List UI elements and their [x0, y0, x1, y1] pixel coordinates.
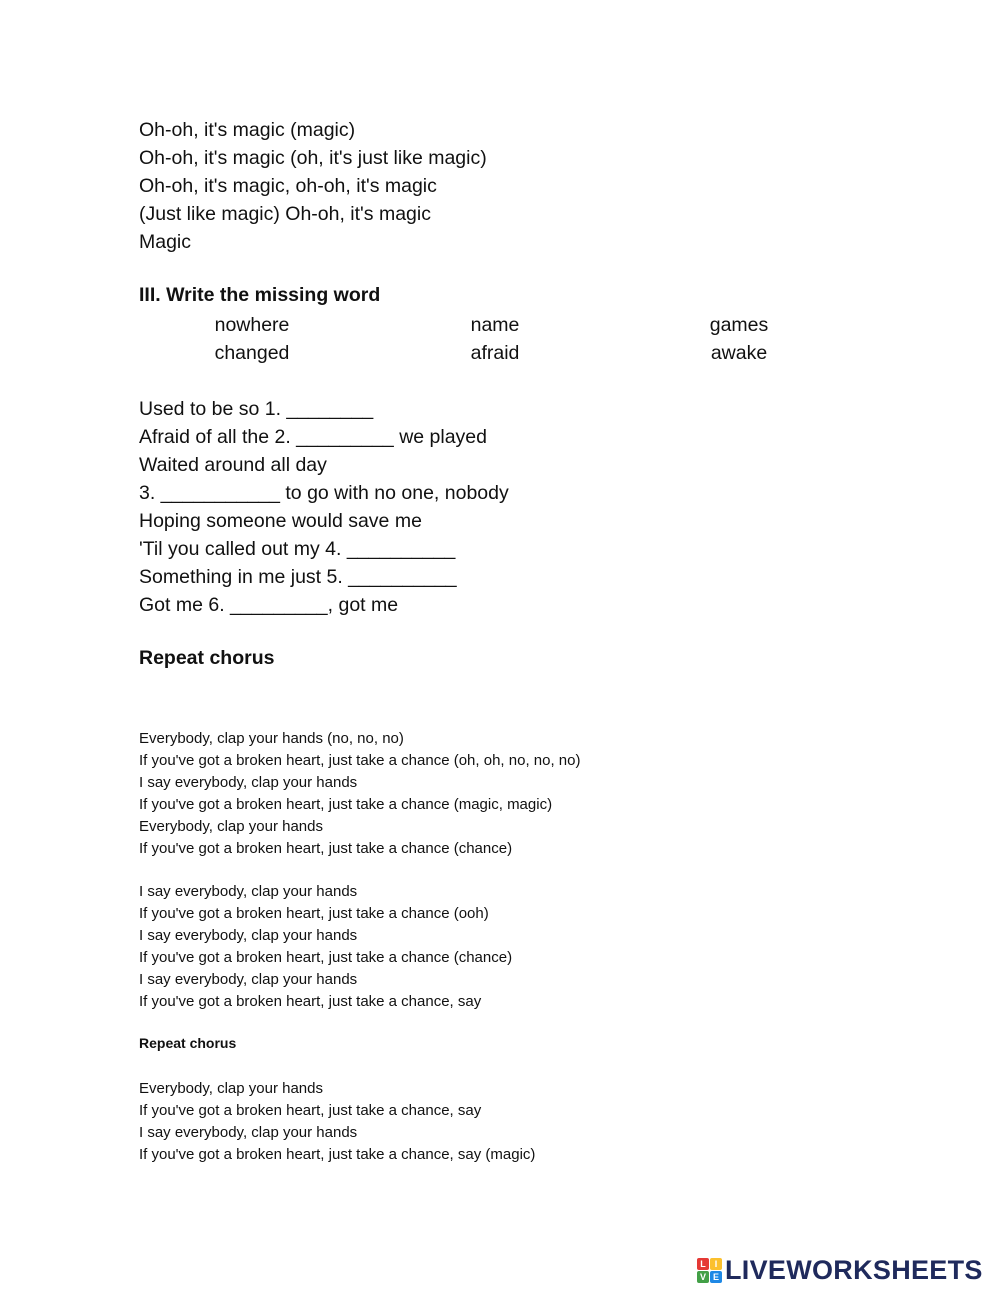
- verse-line: Hoping someone would save me: [139, 510, 422, 532]
- logo-square: V: [697, 1271, 709, 1283]
- lyric-line: Everybody, clap your hands (no, no, no): [139, 730, 404, 747]
- lyric-line: If you've got a broken heart, just take a chance (chance): [139, 949, 513, 966]
- section-heading: III. Write the missing word: [139, 284, 381, 306]
- liveworksheets-logo: [697, 1255, 983, 1285]
- lyric-line: I say everybody, clap your hands: [139, 774, 358, 791]
- liveworksheets-logo-icon: [697, 1258, 722, 1283]
- bridge-lyrics-3: [139, 1078, 535, 1166]
- word-bank-word: nowhere: [214, 314, 290, 336]
- verse-line: 3. ___________ to go with no one, nobody: [139, 482, 509, 504]
- logo-square: L: [697, 1258, 709, 1270]
- lyric-line: If you've got a broken heart, just take a chance (oh, oh, no, no, no): [139, 752, 581, 769]
- lyric-line: If you've got a broken heart, just take a chance, say: [139, 993, 482, 1010]
- lyric-line: Oh-oh, it's magic (oh, it's just like magic): [139, 147, 487, 169]
- word-bank-word: games: [709, 314, 769, 336]
- verse-line: Used to be so 1. ________: [139, 398, 374, 420]
- verse-line: Got me 6. _________, got me: [139, 594, 399, 616]
- lyric-line: If you've got a broken heart, just take a chance (ooh): [139, 905, 489, 922]
- word-bank-word: name: [470, 314, 520, 336]
- lyric-line: I say everybody, clap your hands: [139, 1124, 358, 1141]
- lyric-line: Everybody, clap your hands: [139, 818, 323, 835]
- lyric-line: If you've got a broken heart, just take a chance, say: [139, 1102, 482, 1119]
- logo-square: E: [710, 1271, 722, 1283]
- chorus-lyrics: [139, 116, 487, 256]
- word-bank-word: awake: [710, 342, 768, 364]
- verse-line: Waited around all day: [139, 454, 327, 476]
- bridge-lyrics-2: [139, 881, 512, 1013]
- verse-line: Something in me just 5. __________: [139, 566, 457, 588]
- repeat-chorus-heading: Repeat chorus: [139, 647, 275, 669]
- lyric-line: Everybody, clap your hands: [139, 1080, 323, 1097]
- lyric-line: Magic: [139, 231, 192, 253]
- logo-square: I: [710, 1258, 722, 1270]
- verse-line: 'Til you called out my 4. __________: [139, 538, 456, 560]
- repeat-chorus-small-heading: Repeat chorus: [139, 1035, 237, 1051]
- lyric-line: I say everybody, clap your hands: [139, 927, 358, 944]
- word-bank: [0, 311, 1000, 367]
- lyric-line: I say everybody, clap your hands: [139, 883, 358, 900]
- bridge-lyrics-1: [139, 728, 580, 860]
- word-bank-row: [0, 311, 1000, 339]
- lyric-line: If you've got a broken heart, just take a chance, say (magic): [139, 1146, 536, 1163]
- lyric-line: If you've got a broken heart, just take a chance (chance): [139, 840, 513, 857]
- lyric-line: Oh-oh, it's magic, oh-oh, it's magic: [139, 175, 437, 197]
- verse-line: Afraid of all the 2. _________ we played: [139, 426, 488, 448]
- lyric-line: I say everybody, clap your hands: [139, 971, 358, 988]
- lyric-line: Oh-oh, it's magic (magic): [139, 119, 356, 141]
- word-bank-word: afraid: [470, 342, 520, 364]
- lyric-line: If you've got a broken heart, just take a chance (magic, magic): [139, 796, 553, 813]
- fill-in-verse: [139, 395, 509, 619]
- word-bank-word: changed: [214, 342, 290, 364]
- logo-text: LIVEWORKSHEETS: [725, 1254, 983, 1285]
- word-bank-row: [0, 339, 1000, 367]
- lyric-line: (Just like magic) Oh-oh, it's magic: [139, 203, 431, 225]
